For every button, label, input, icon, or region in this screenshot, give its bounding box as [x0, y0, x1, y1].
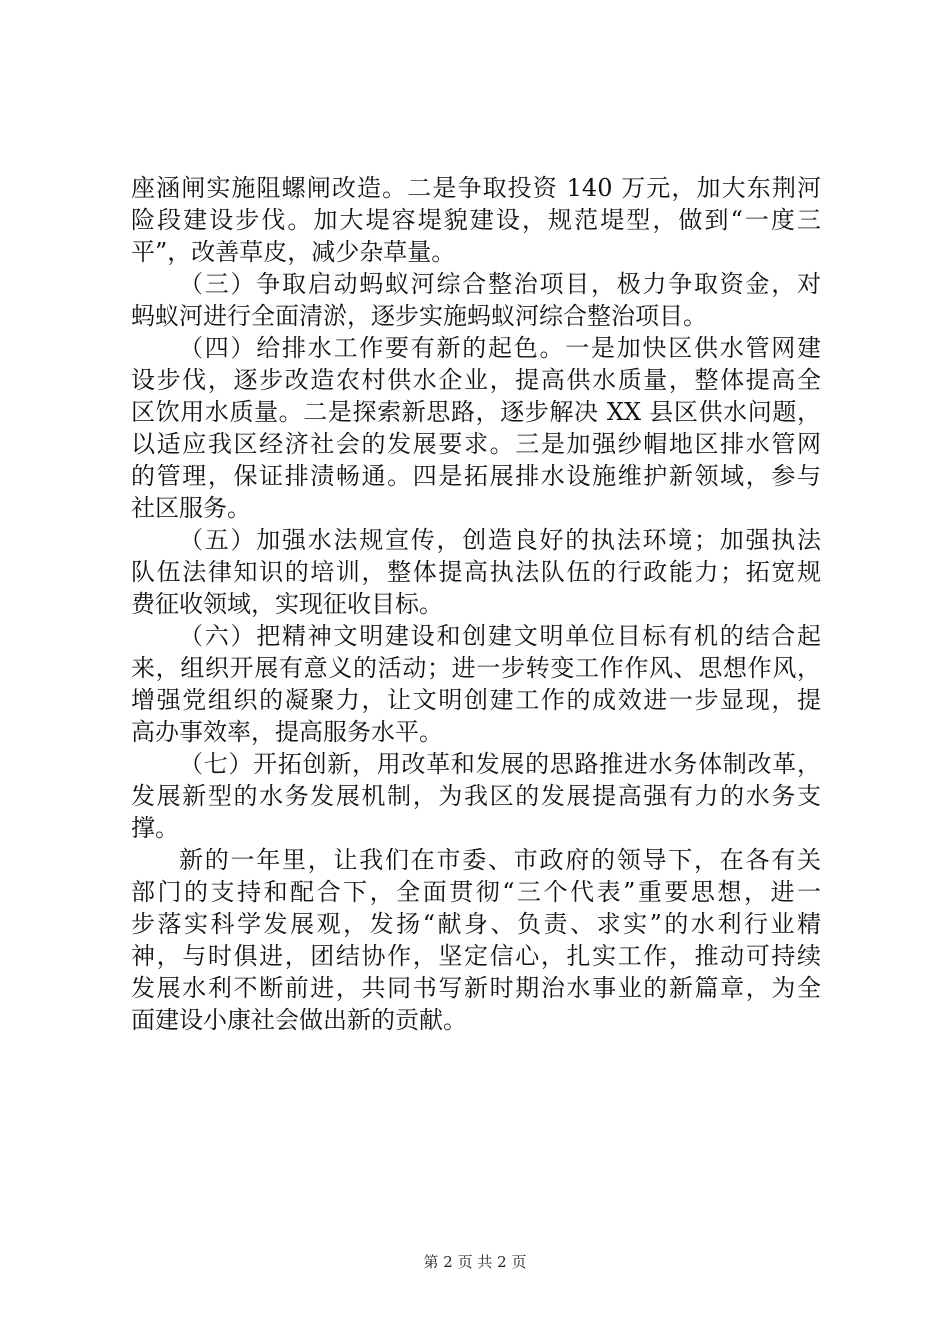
- text-line: 发展新型的水务发展机制，为我区的发展提高强有力的水务支: [131, 782, 821, 810]
- text-line: 平”，改善草皮，减少杂草量。: [131, 238, 456, 266]
- paragraph-item-6: [131, 620, 821, 748]
- paragraph-item-4: [131, 332, 821, 524]
- text-line: 座涵闸实施阻螺闸改造。二是争取投资 140 万元，加大东荆河: [131, 174, 821, 202]
- text-line: （三）争取启动蚂蚁河综合整治项目，极力争取资金，对: [179, 270, 821, 298]
- paragraph-item-5: [131, 524, 821, 620]
- text-line: 以适应我区经济社会的发展要求。三是加强纱帽地区排水管网: [131, 430, 821, 458]
- text-line: 来，组织开展有意义的活动；进一步转变工作作风、思想作风，: [131, 654, 821, 682]
- text-line: 蚂蚁河进行全面清淤，逐步实施蚂蚁河综合整治项目。: [131, 302, 707, 330]
- text-line: 社区服务。: [131, 494, 251, 522]
- text-line: 步落实科学发展观，发扬“献身、负责、求实”的水利行业精: [131, 910, 821, 938]
- text-line: 险段建设步伐。加大堤容堤貌建设，规范堤型，做到“一度三: [131, 206, 821, 234]
- text-line: 区饮用水质量。二是探索新思路，逐步解决 XX 县区供水问题，: [131, 398, 821, 426]
- text-line: 发展水利不断前进，共同书写新时期治水事业的新篇章，为全: [131, 974, 821, 1002]
- paragraph-item-3: [131, 268, 821, 332]
- document-body: [131, 172, 821, 1036]
- text-line: 的管理，保证排渍畅通。四是拓展排水设施维护新领域，参与: [131, 462, 821, 490]
- paragraph-item-7: [131, 748, 821, 844]
- text-line: （六）把精神文明建设和创建文明单位目标有机的结合起: [179, 622, 821, 650]
- text-line: 神，与时俱进，团结协作，坚定信心，扎实工作，推动可持续: [131, 942, 821, 970]
- text-line: 高办事效率，提高服务水平。: [131, 718, 443, 746]
- text-line: 设步伐，逐步改造农村供水企业，提高供水质量，整体提高全: [131, 366, 821, 394]
- text-line: 新的一年里，让我们在市委、市政府的领导下，在各有关: [179, 846, 821, 874]
- text-line: 费征收领域，实现征收目标。: [131, 590, 443, 618]
- text-line: 撑。: [131, 814, 179, 842]
- text-line: 队伍法律知识的培训，整体提高执法队伍的行政能力；拓宽规: [131, 558, 821, 586]
- paragraph-closing: [131, 844, 821, 1036]
- text-line: （七）开拓创新，用改革和发展的思路推进水务体制改革，: [179, 750, 821, 778]
- text-line: 增强党组织的凝聚力，让文明创建工作的成效进一步显现，提: [131, 686, 821, 714]
- text-line: （四）给排水工作要有新的起色。一是加快区供水管网建: [179, 334, 821, 362]
- text-line: （五）加强水法规宣传，创造良好的执法环境；加强执法: [179, 526, 821, 554]
- text-line: 面建设小康社会做出新的贡献。: [131, 1006, 467, 1034]
- page-number-footer: 第 2 页 共 2 页: [423, 1253, 527, 1271]
- paragraph-continued: [131, 172, 821, 268]
- text-line: 部门的支持和配合下，全面贯彻“三个代表”重要思想，进一: [131, 878, 821, 906]
